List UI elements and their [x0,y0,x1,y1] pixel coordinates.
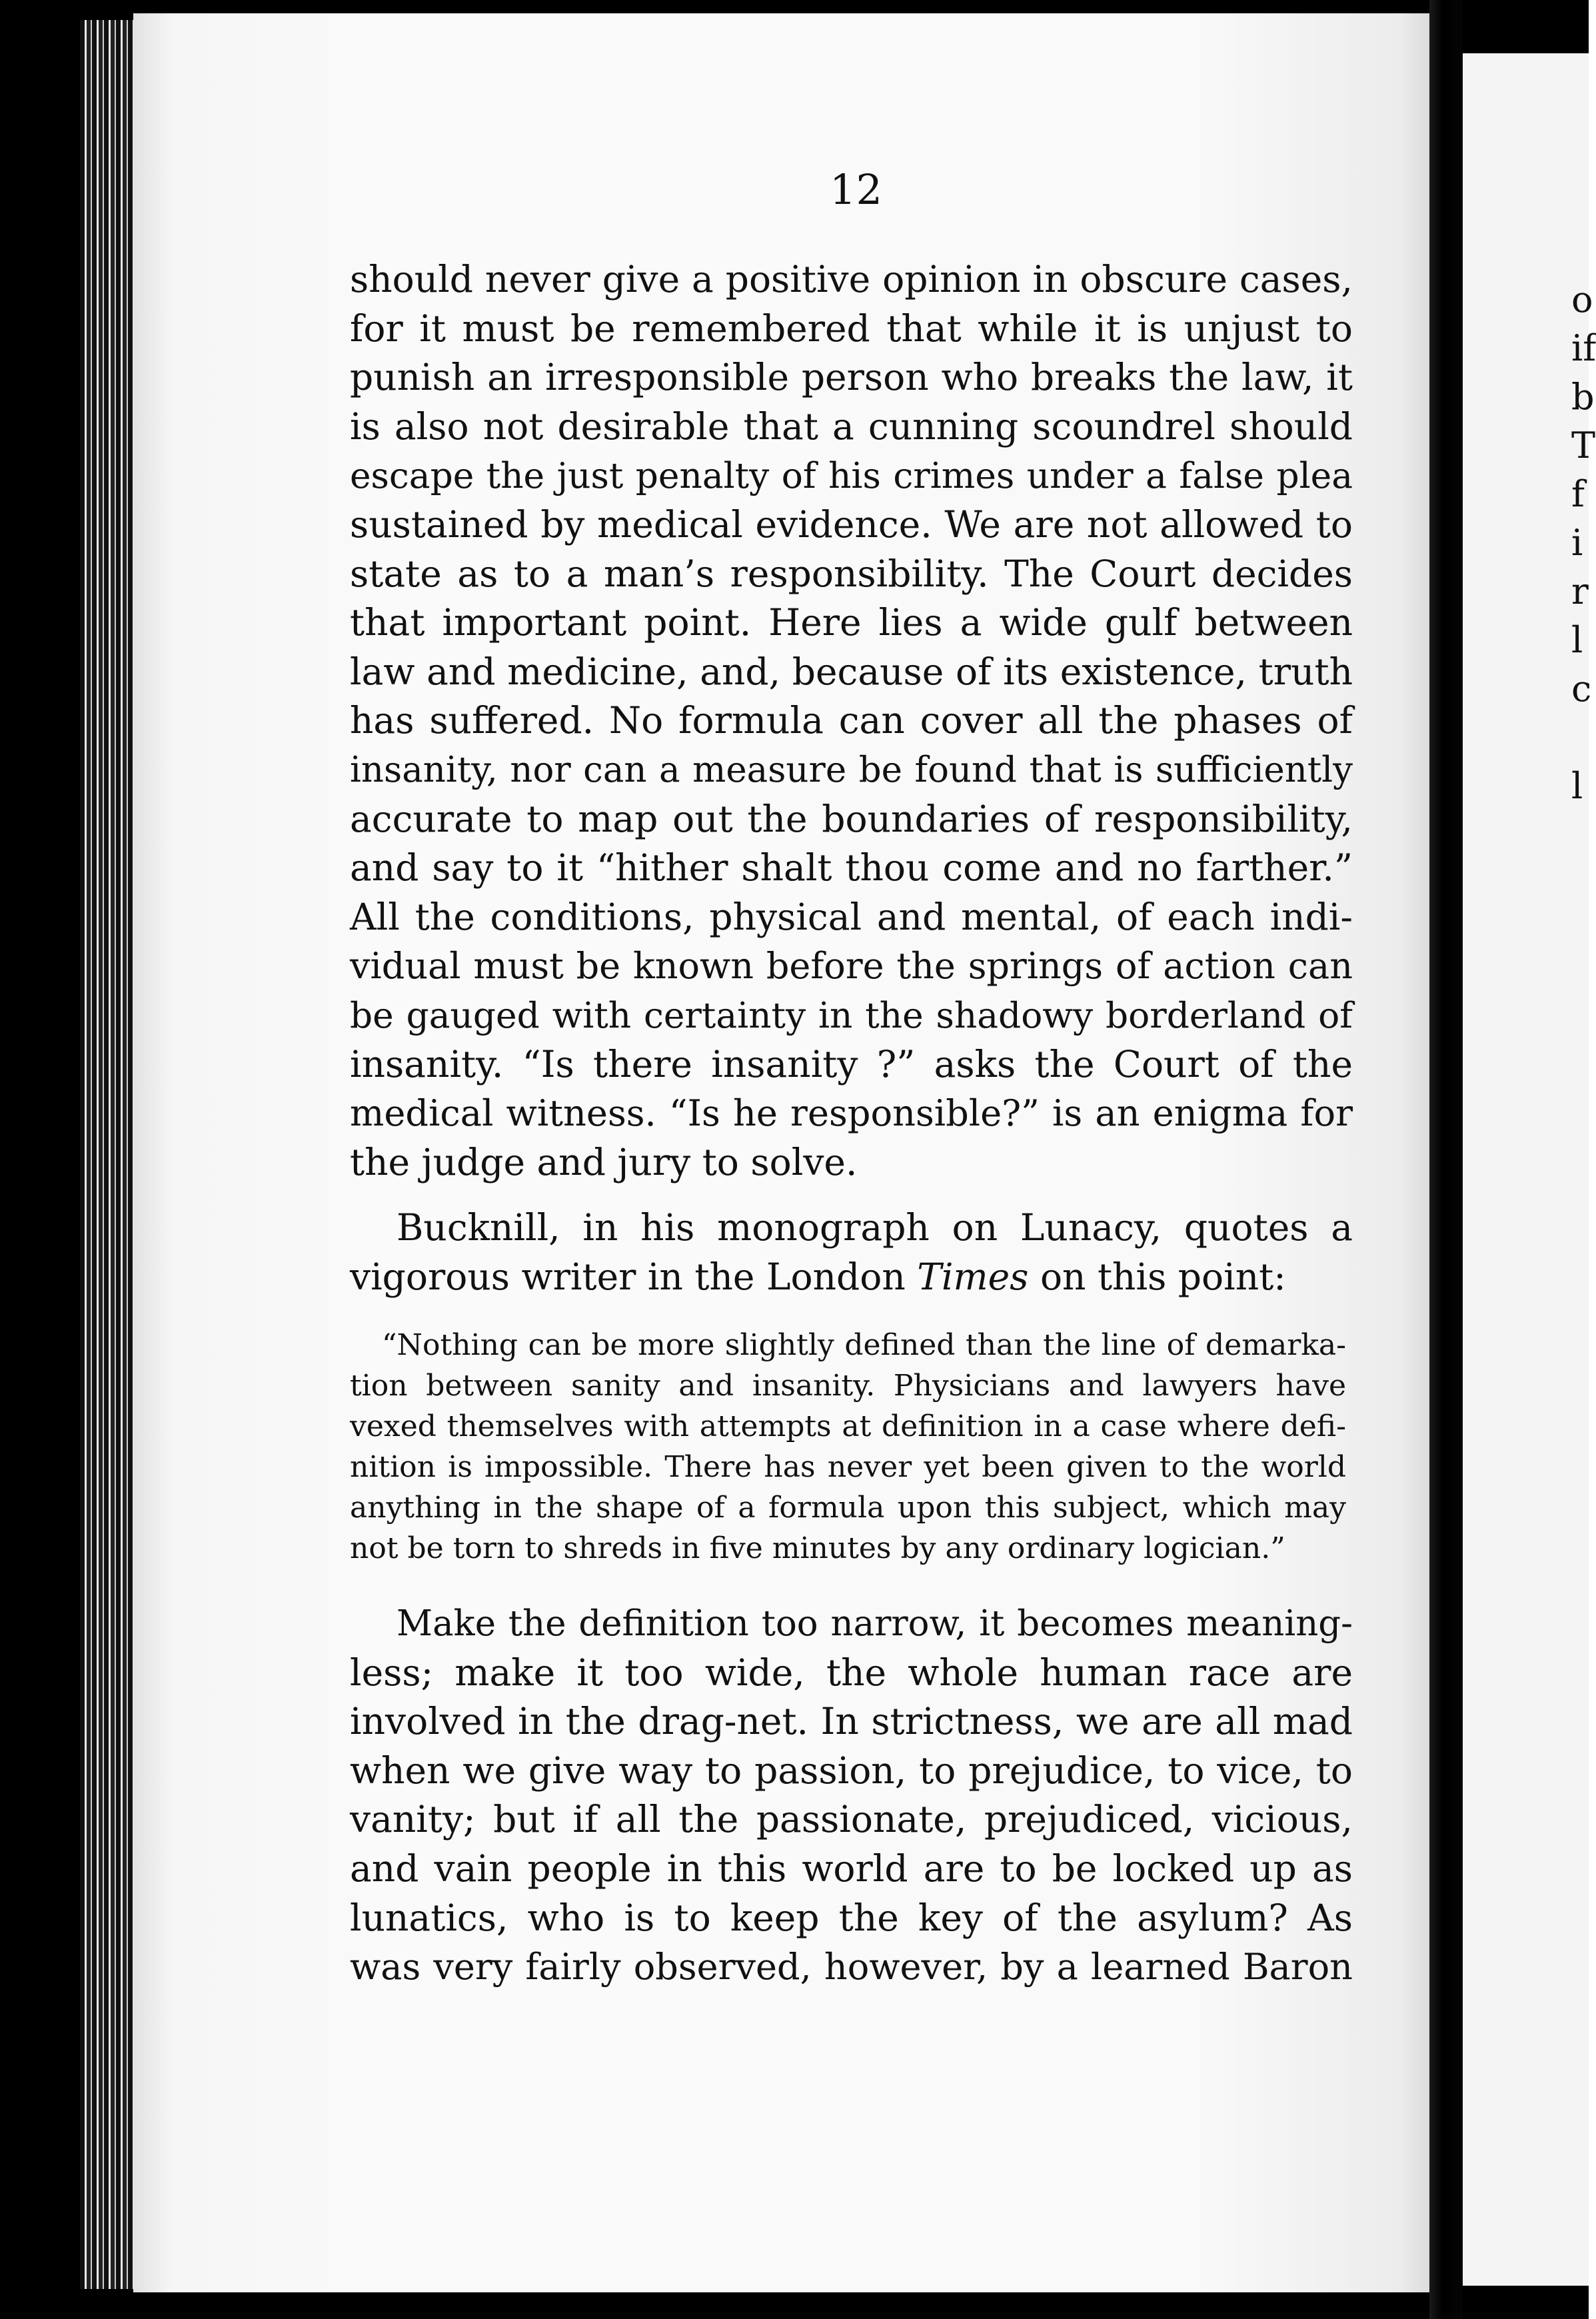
text-segment: on this point: [1040,1255,1286,1298]
text-line: Make the definition too narrow, it becomes meaning- [397,1603,1353,1644]
next-page-fragment: T [1571,424,1596,466]
quote-line: nition is impossible. There has never yet been given to the world [350,1450,1346,1484]
paragraph-3 [350,1599,1353,1992]
text-line [350,1253,1353,1302]
next-page-fragment: r [1571,570,1589,612]
page-number: 12 [830,165,882,214]
text-line: has suffered. No formula can cover all the phases of [350,699,1353,742]
next-page-edge [1463,53,1596,2286]
text-segment: vigorous writer in the London [350,1255,906,1298]
text-line: when we give way to passion, to prejudice, to vice, to [350,1749,1353,1792]
next-page-fragment: f [1571,473,1585,515]
next-page-fragment: b [1571,376,1595,418]
text-line: Bucknill, in his monograph on Lunacy, quotes a [397,1206,1353,1249]
book-gutter [1429,0,1463,2319]
next-page-fragment: c [1571,668,1592,710]
text-line: was very fairly observed, however, by a learned Baron [350,1946,1353,1988]
text-line: law and medicine, and, because of its existence, truth [350,650,1353,693]
text-line: is also not desirable that a cunning scoundrel should [350,404,1353,448]
next-page-fragment: l [1571,765,1583,807]
text-line: accurate to map out the boundaries of responsibility, [350,797,1353,840]
text-line: should never give a positive opinion in obscure cases, [350,258,1353,301]
text-line: and vain people in this world are to be locked up as [350,1847,1353,1890]
page-edges [80,20,140,2289]
text-line: sustained by medical evidence. We are not allowed to [350,502,1353,546]
text-line: that important point. Here lies a wide gulf between [350,601,1353,644]
paragraph-2 [350,1203,1353,1301]
next-page-fragment: l [1571,619,1583,661]
text-line: for it must be remembered that while it is unjust to [350,307,1353,350]
text-line: state as to a man’s responsibility. The Court decides [350,552,1353,595]
text-line: vanity; but if all the passionate, prejudiced, vicious, [350,1798,1353,1841]
quote-line: “Nothing can be more slightly defined than the line of demarka- [382,1328,1346,1362]
paragraph-1 [350,255,1353,1187]
text-line: medical witness. “Is he responsible?” is an enigma for [350,1092,1353,1135]
text-line: insanity. “Is there insanity ?” asks the Court of the [350,1042,1353,1086]
text-line: punish an irresponsible person who breaks the law, it [350,356,1353,399]
text-line: the judge and jury to solve. [350,1140,858,1183]
text-line: lunatics, who is to keep the key of the asylum? As [350,1896,1353,1939]
quote-line: not be torn to shreds in five minutes by any ordinary logician.” [350,1531,1285,1565]
quote-line: anything in the shape of a formula upon this subject, which may [350,1491,1346,1525]
text-line: less; make it too wide, the whole human race are [350,1651,1353,1694]
next-page-fragment: o [1571,279,1593,321]
block-quote [350,1325,1346,1569]
text-line: All the conditions, physical and mental, of each indi- [350,895,1353,938]
quote-line: vexed themselves with attempts at definition in a case where defi- [350,1409,1346,1443]
next-page-fragment: if [1571,327,1596,369]
next-page-fragment: i [1571,522,1583,564]
text-line: vidual must be known before the springs of action can [350,945,1353,988]
text-line: insanity, nor can a measure be found that is sufficiently [350,749,1353,790]
quote-line: tion between sanity and insanity. Physicians and lawyers have [350,1369,1346,1403]
italic-title: Times [917,1255,1029,1298]
text-line: involved in the drag-net. In strictness, we are all mad [350,1700,1353,1743]
text-line: escape the just penalty of his crimes under a false plea [350,454,1353,497]
text-line: and say to it “hither shalt thou come and no farther.” [350,846,1353,890]
text-line: be gauged with certainty in the shadowy borderland of [350,994,1353,1036]
